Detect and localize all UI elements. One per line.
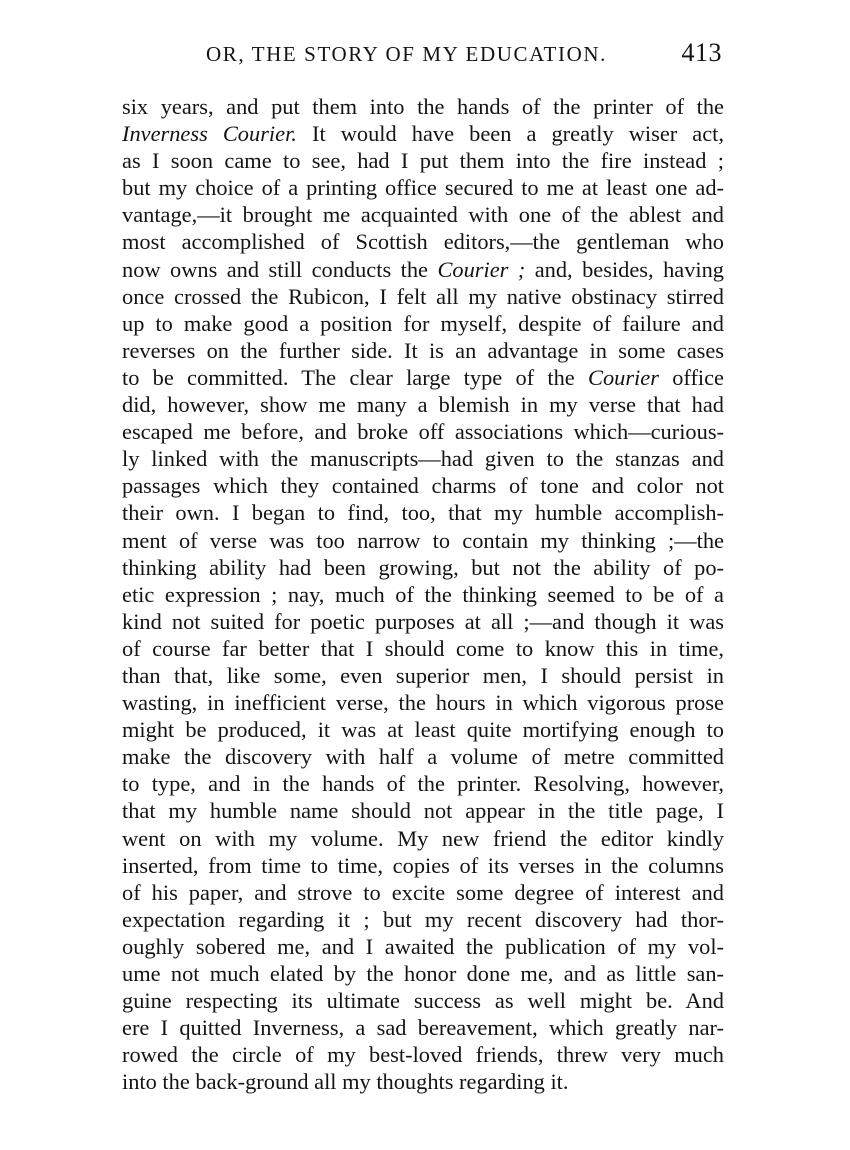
text-line: ume not much elated by the honor done me, and as little san- — [122, 961, 724, 986]
text-line: their own. I began to find, too, that my humble accomplish- — [122, 500, 724, 526]
text-line: once crossed the Rubicon, I felt all my native obstinacy stirred — [122, 283, 724, 309]
text-line: might be produced, it was at least quite mortifying enough to — [122, 717, 724, 743]
italic-title: Courier — [588, 364, 659, 390]
text-line: passages which they contained charms of tone and color not — [122, 473, 724, 499]
running-title: OR, THE STORY OF MY EDUCATION. — [206, 42, 607, 66]
text-line: expectation regarding it ; but my recent discovery had thor- — [122, 906, 724, 932]
text-line: inserted, from time to time, copies of its verses in the columns — [122, 852, 724, 878]
page-number: 413 — [681, 38, 722, 67]
text-line: thinking ability had been growing, but not the ability of po- — [122, 554, 724, 580]
body-text — [122, 93, 724, 1095]
text-line: ment of verse was too narrow to contain my thinking ;—the — [122, 527, 724, 553]
text-line: to be committed. The clear large type of the Courier office — [122, 364, 724, 390]
running-head — [122, 38, 724, 68]
text-line: now owns and still conducts the Courier ; and, besides, having — [122, 256, 725, 282]
text-line: went on with my volume. My new friend the editor kindly — [122, 825, 724, 851]
text-line: into the back-ground all my thoughts regarding it. — [122, 1069, 569, 1095]
text-line: escaped me before, and broke off associations which—curious- — [122, 419, 724, 445]
text-line: kind not suited for poetic purposes at all ;—and though it was — [122, 608, 724, 634]
text-line: than that, like some, even superior men, I should persist in — [122, 662, 724, 688]
text-line: etic expression ; nay, much of the thinking seemed to be of a — [122, 581, 724, 607]
text-line: did, however, show me many a blemish in my verse that had — [122, 392, 724, 418]
text-line: to type, and in the hands of the printer. Resolving, however, — [122, 771, 724, 797]
italic-title: Courier ; — [437, 256, 526, 282]
text-line: as I soon came to see, had I put them into the fire instead ; — [122, 148, 724, 174]
text-line: reverses on the further side. It is an advantage in some cases — [122, 337, 724, 363]
text-line: of course far better that I should come to know this in time, — [122, 635, 724, 661]
text-line: of his paper, and strove to excite some degree of interest and — [122, 879, 724, 905]
text-line: vantage,—it brought me acquainted with one of the ablest and — [122, 202, 724, 228]
italic-title: Inverness Courier. — [122, 121, 297, 147]
text-line: oughly sobered me, and I awaited the publication of my vol- — [122, 933, 724, 959]
text-line: six years, and put them into the hands of the printer of the — [122, 94, 724, 119]
text-line: ly linked with the manuscripts—had given to the stanzas and — [122, 446, 724, 472]
text-line: guine respecting its ultimate success as well might be. And — [122, 988, 724, 1014]
text-line: Inverness Courier. It would have been a greatly wiser act, — [122, 121, 724, 147]
text-line: but my choice of a printing office secured to me at least one ad- — [122, 175, 724, 201]
text-line: most accomplished of Scottish editors,—the gentleman who — [122, 229, 724, 255]
text-line: up to make good a position for myself, despite of failure and — [122, 310, 724, 336]
text-line: make the discovery with half a volume of metre committed — [122, 744, 724, 770]
text-line: that my humble name should not appear in the title page, I — [122, 798, 724, 824]
text-line: rowed the circle of my best-loved friends, threw very much — [122, 1042, 724, 1068]
text-line: ere I quitted Inverness, a sad bereavement, which greatly nar- — [122, 1015, 724, 1041]
text-line: wasting, in inefficient verse, the hours in which vigorous prose — [122, 690, 724, 716]
